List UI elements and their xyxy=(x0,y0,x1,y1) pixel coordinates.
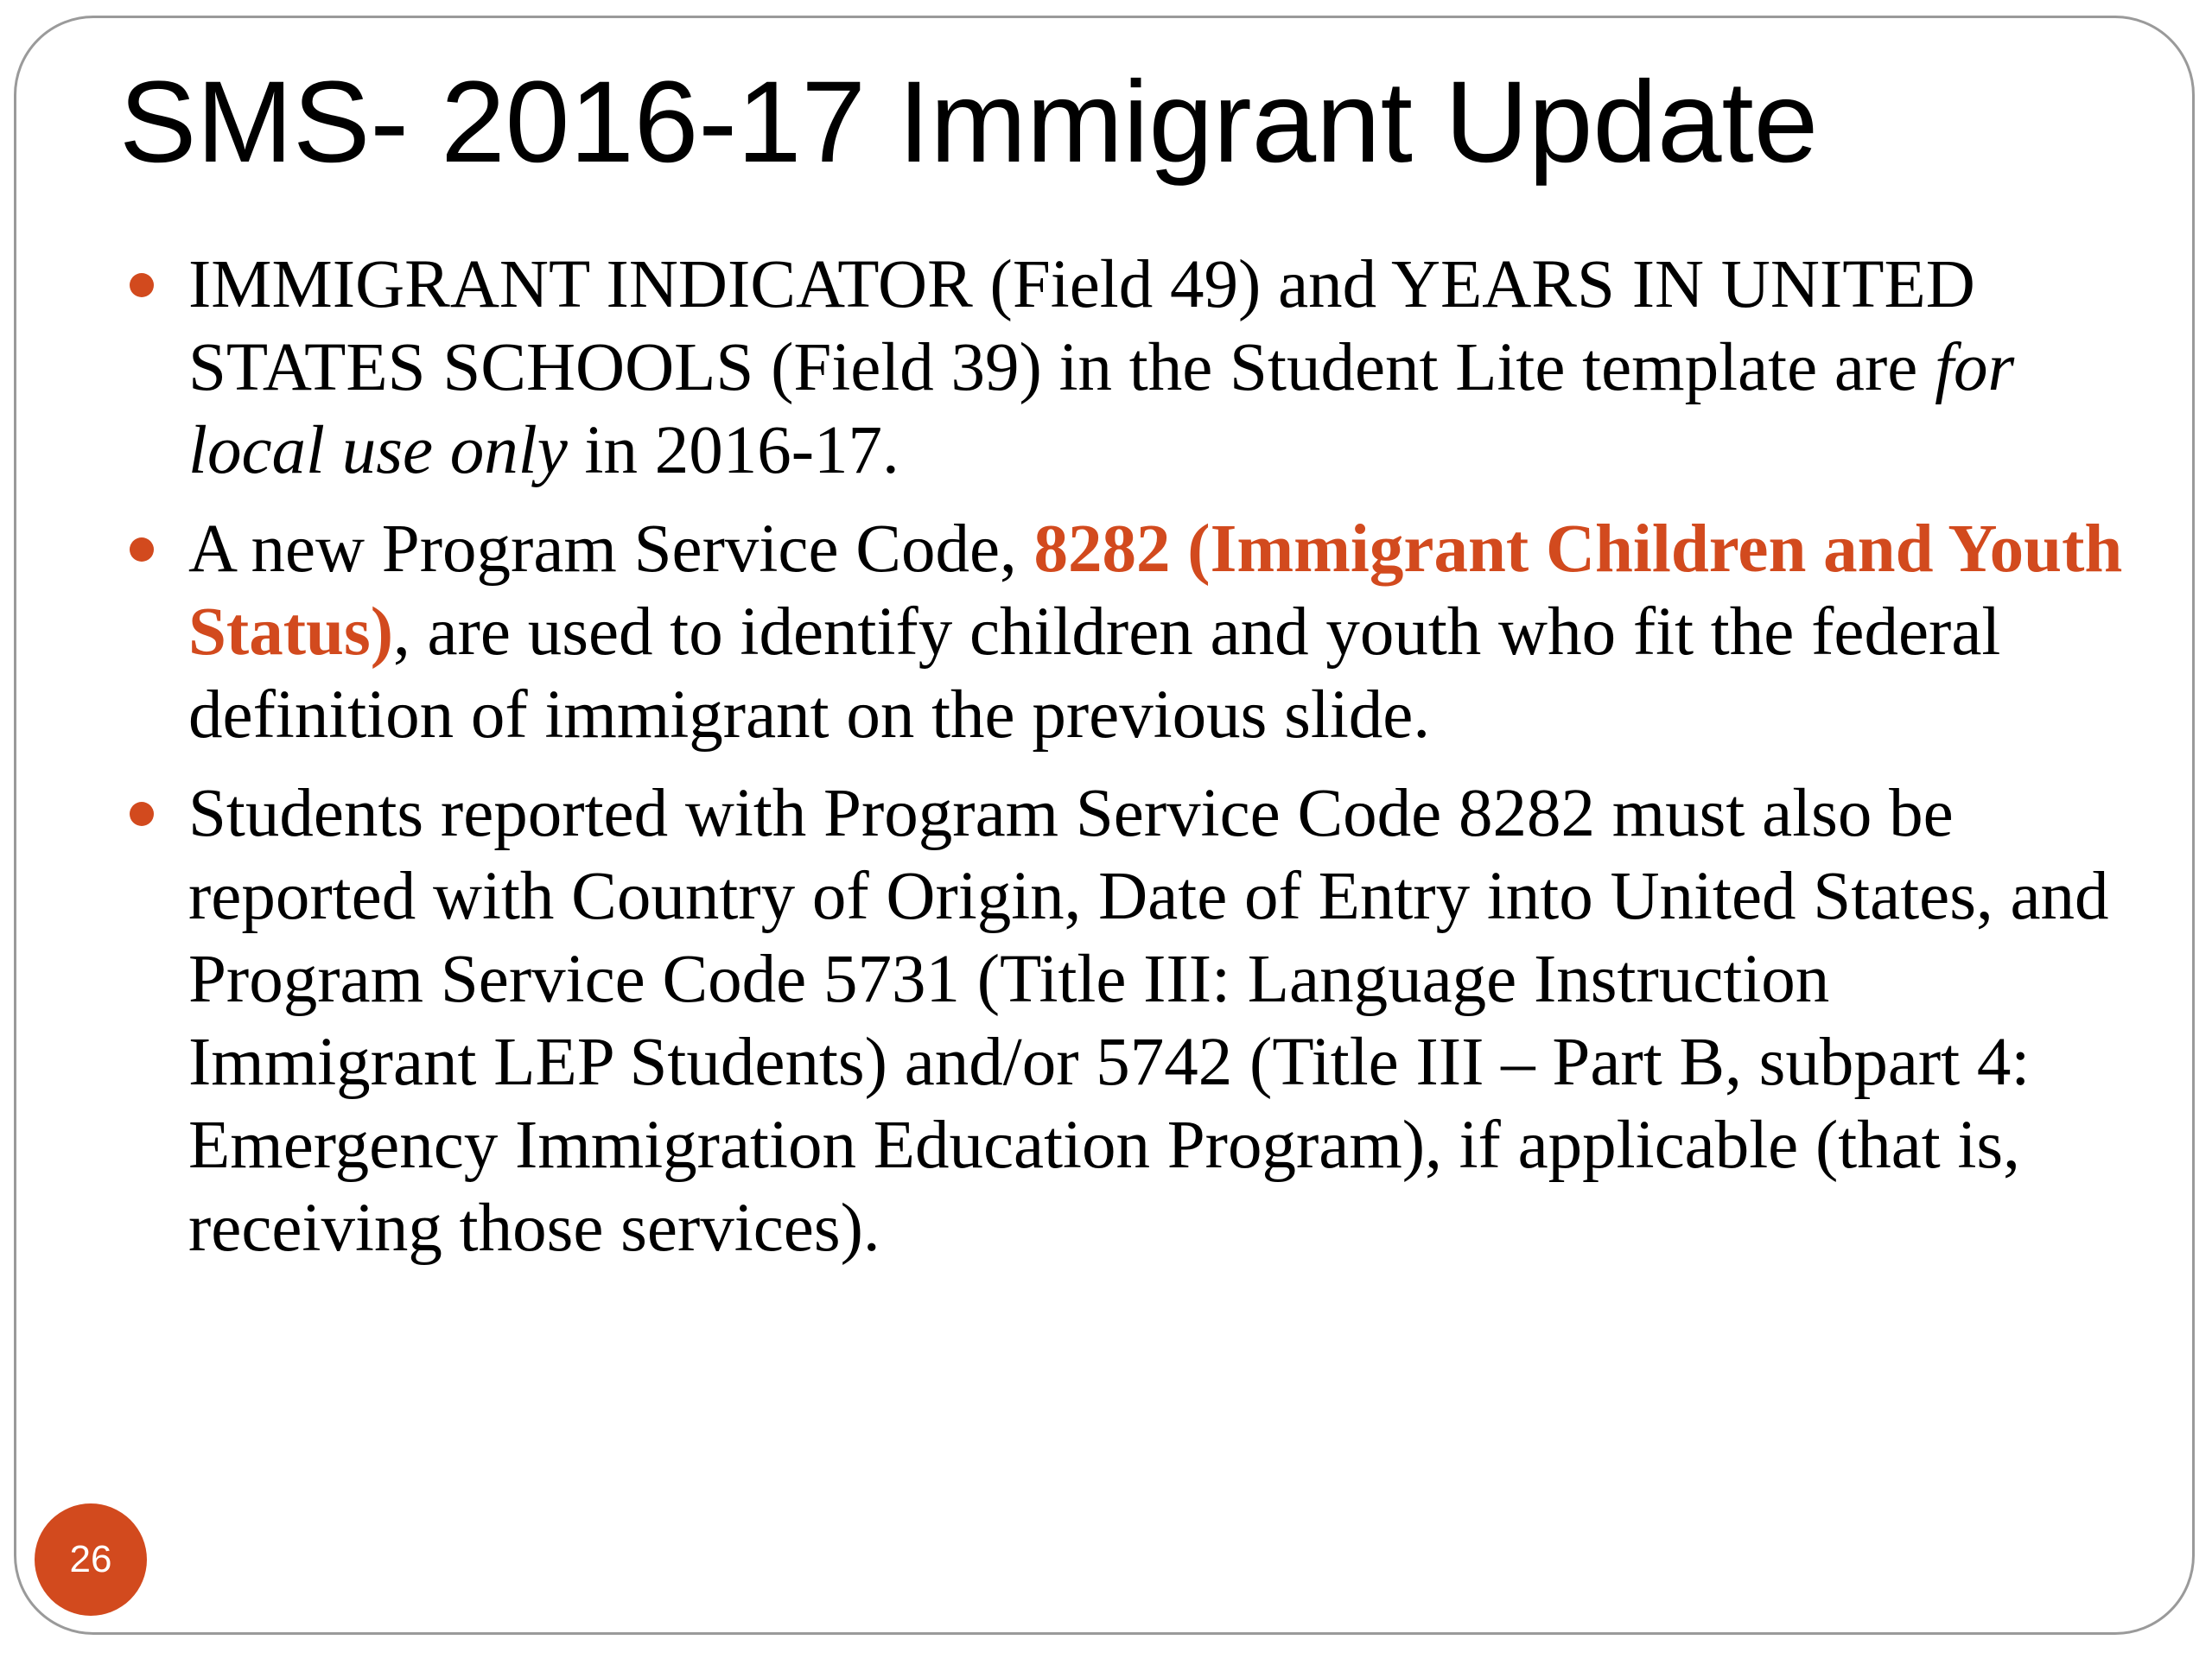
slide-title: SMS- 2016-17 Immigrant Update xyxy=(119,58,1819,187)
bullet-2-highlight: 8282 (Immigrant Children and Youth Status) xyxy=(188,512,2123,670)
bullet-2-text-end: , are used to identify children and youth who fit the federal definition of immigrant on the previous slide. xyxy=(188,594,2001,753)
bullet-3-text: Students reported with Program Service Code 8282 must also be reported with Country of Origin, Date of Entry into United States, and Program Service Code 5731 (Title III: Language Instruction Immigrant LEP Students) and/or 5742 (Title III – Part B, subpart 4: Emergency Immigration Education Program), if applicable (that is, receiving those services). xyxy=(188,776,2109,1266)
bullet-1-text-end: in 2016-17. xyxy=(567,413,899,488)
bullet-item-3 xyxy=(188,772,2124,1270)
bullet-1-italic: for local use only xyxy=(188,330,2015,488)
page-number-badge: 26 xyxy=(35,1503,147,1616)
bullet-dot-icon xyxy=(130,273,154,297)
bullet-dot-icon xyxy=(130,802,154,826)
bullet-item-1 xyxy=(188,244,2124,493)
bullet-1-text: IMMIGRANT INDICATOR (Field 49) and YEARS IN UNITED STATES SCHOOLS (Field 39) in the Student Lite template are xyxy=(188,247,1975,405)
bullet-dot-icon xyxy=(130,537,154,562)
bullet-2-text: A new Program Service Code, xyxy=(188,512,1034,587)
bullet-list xyxy=(188,244,2124,1286)
bullet-item-2 xyxy=(188,508,2124,757)
